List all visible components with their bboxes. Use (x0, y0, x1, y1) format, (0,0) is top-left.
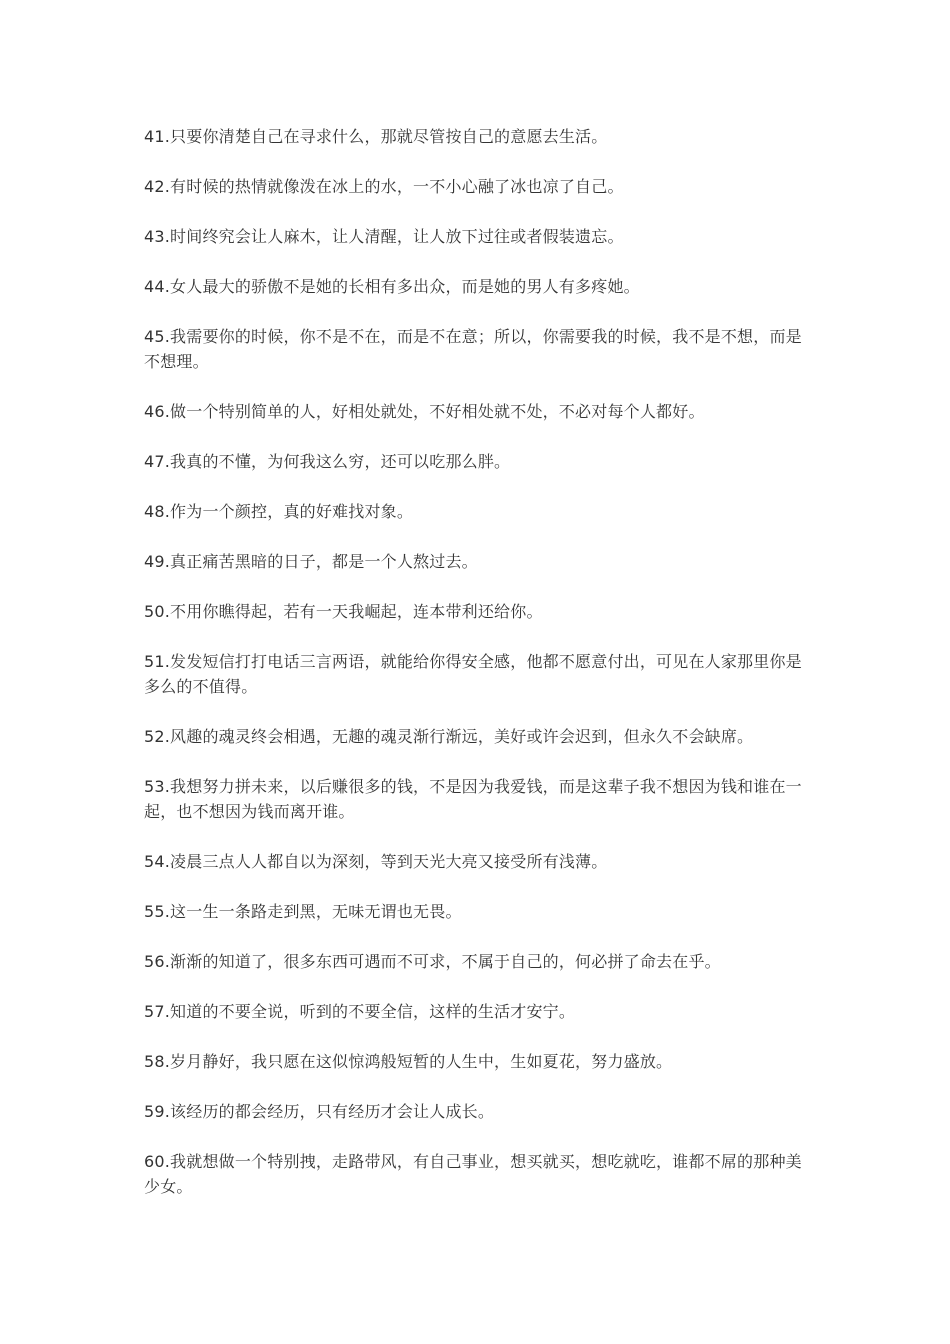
paragraph: 46.做一个特别简单的人，好相处就处，不好相处就不处，不必对每个人都好。 (144, 402, 705, 421)
paragraph: 58.岁月静好，我只愿在这似惊鸿般短暂的人生中，生如夏花，努力盛放。 (144, 1052, 673, 1071)
paragraph: 51.发发短信打打电话三言两语，就能给你得安全感，他都不愿意付出，可见在人家那里你是多么的不值得。 (144, 652, 802, 696)
paragraph: 60.我就想做一个特别拽，走路带风，有自己事业，想买就买，想吃就吃，谁都不屌的那种美少女。 (144, 1152, 802, 1196)
paragraph: 45.我需要你的时候，你不是不在，而是不在意；所以，你需要我的时候，我不是不想，而是不想理。 (144, 327, 802, 371)
paragraph: 53.我想努力拼未来，以后赚很多的钱，不是因为我爱钱，而是这辈子我不想因为钱和谁在一起，也不想因为钱而离开谁。 (144, 777, 802, 821)
paragraph: 41.只要你清楚自己在寻求什么，那就尽管按自己的意愿去生活。 (144, 127, 608, 146)
document-body (144, 124, 808, 1224)
paragraph: 52.风趣的魂灵终会相遇，无趣的魂灵渐行渐远，美好或许会迟到，但永久不会缺席。 (144, 727, 754, 746)
paragraph: 47.我真的不懂，为何我这么穷，还可以吃那么胖。 (144, 452, 511, 471)
paragraph: 59.该经历的都会经历，只有经历才会让人成长。 (144, 1102, 495, 1121)
paragraph: 48.作为一个颜控，真的好难找对象。 (144, 502, 414, 521)
paragraph: 44.女人最大的骄傲不是她的长相有多出众，而是她的男人有多疼她。 (144, 277, 640, 296)
paragraph: 55.这一生一条路走到黑，无味无谓也无畏。 (144, 902, 462, 921)
paragraph: 42.有时候的热情就像泼在冰上的水，一不小心融了冰也凉了自己。 (144, 177, 624, 196)
paragraph: 56.渐渐的知道了，很多东西可遇而不可求，不属于自己的，何必拼了命去在乎。 (144, 952, 721, 971)
paragraph: 43.时间终究会让人麻木，让人清醒，让人放下过往或者假装遗忘。 (144, 227, 624, 246)
paragraph: 50.不用你瞧得起，若有一天我崛起，连本带利还给你。 (144, 602, 543, 621)
paragraph: 57.知道的不要全说，听到的不要全信，这样的生活才安宁。 (144, 1002, 576, 1021)
paragraph: 54.凌晨三点人人都自以为深刻，等到天光大亮又接受所有浅薄。 (144, 852, 608, 871)
paragraph: 49.真正痛苦黑暗的日子，都是一个人熬过去。 (144, 552, 478, 571)
